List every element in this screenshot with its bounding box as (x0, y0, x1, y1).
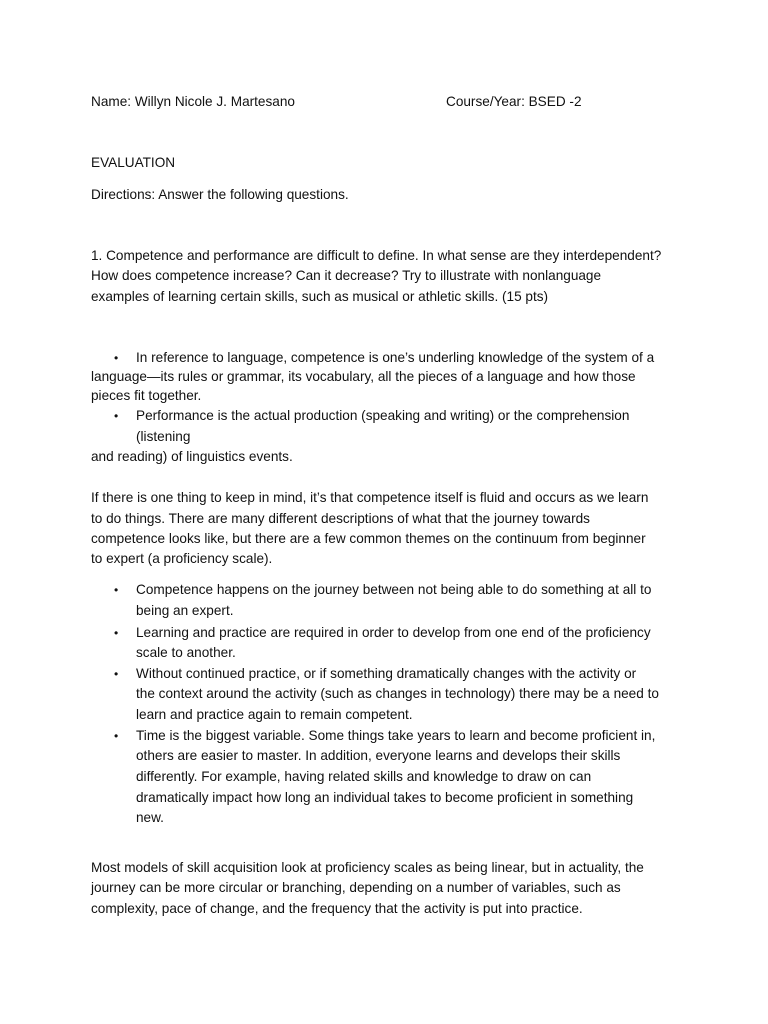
answer-bullet-line: and reading) of linguistics events. (91, 449, 293, 464)
answer-bullet-line: differently. For example, having related skills and knowledge to draw on can (136, 769, 592, 784)
answer-bullet-line: (listening (136, 429, 191, 444)
question-line: examples of learning certain skills, such as musical or athletic skills. (15 pts) (91, 289, 549, 304)
section-title: EVALUATION (91, 155, 176, 170)
answer-bullet-line: In reference to language, competence is one’s underling knowledge of the system of a (136, 350, 655, 365)
answer-bullet-line: others are easier to master. In addition, everyone learns and develops their skills (136, 748, 621, 763)
answer-bullet-line: Without continued practice, or if something dramatically changes with the activity or (136, 666, 637, 681)
course-year: Course/Year: BSED -2 (446, 94, 582, 109)
student-name: Name: Willyn Nicole J. Martesano (91, 94, 295, 109)
directions: Directions: Answer the following questions. (91, 187, 349, 202)
answer-bullet-line: Time is the biggest variable. Some things take years to learn and become proficient in, (136, 728, 656, 743)
answer-bullet-line: Competence happens on the journey between not being able to do something at all to (136, 582, 652, 597)
paragraph-line: competence looks like, but there are a few common themes on the continuum from beginner (91, 531, 646, 546)
bullet-marker: • (114, 351, 119, 365)
bullet-marker: • (114, 729, 119, 743)
bullet-marker: • (114, 409, 119, 423)
answer-bullet-line: the context around the activity (such as changes in technology) there may be a need to (136, 686, 659, 701)
answer-bullet-line: new. (136, 810, 164, 825)
paragraph-line: to do things. There are many different descriptions of what that the journey towards (91, 511, 590, 526)
question-line: How does competence increase? Can it decrease? Try to illustrate with nonlanguage (91, 268, 602, 283)
paragraph-line: to expert (a proficiency scale). (91, 551, 273, 566)
answer-bullet-line: pieces fit together. (91, 388, 202, 403)
answer-bullet-line: dramatically impact how long an individual takes to become proficient in something (136, 790, 634, 805)
answer-bullet-line: scale to another. (136, 645, 236, 660)
answer-bullet-line: Learning and practice are required in order to develop from one end of the proficiency (136, 625, 651, 640)
answer-bullet-line: learn and practice again to remain competent. (136, 707, 413, 722)
bullet-marker: • (114, 626, 119, 640)
bullet-marker: • (114, 583, 119, 597)
paragraph-line: Most models of skill acquisition look at proficiency scales as being linear, but in actuality, the (91, 860, 644, 875)
bullet-marker: • (114, 667, 119, 681)
paragraph-line: If there is one thing to keep in mind, it’s that competence itself is fluid and occurs as we learn (91, 490, 649, 505)
answer-bullet-line: being an expert. (136, 603, 234, 618)
answer-bullet-line: language—its rules or grammar, its vocabulary, all the pieces of a language and how those (91, 369, 636, 384)
answer-bullet-line: Performance is the actual production (speaking and writing) or the comprehension (136, 408, 630, 423)
question-line: 1. Competence and performance are difficult to define. In what sense are they interdependent? (91, 248, 662, 263)
paragraph-line: journey can be more circular or branching, depending on a number of variables, such as (91, 880, 621, 895)
paragraph-line: complexity, pace of change, and the frequency that the activity is put into practice. (91, 901, 583, 916)
